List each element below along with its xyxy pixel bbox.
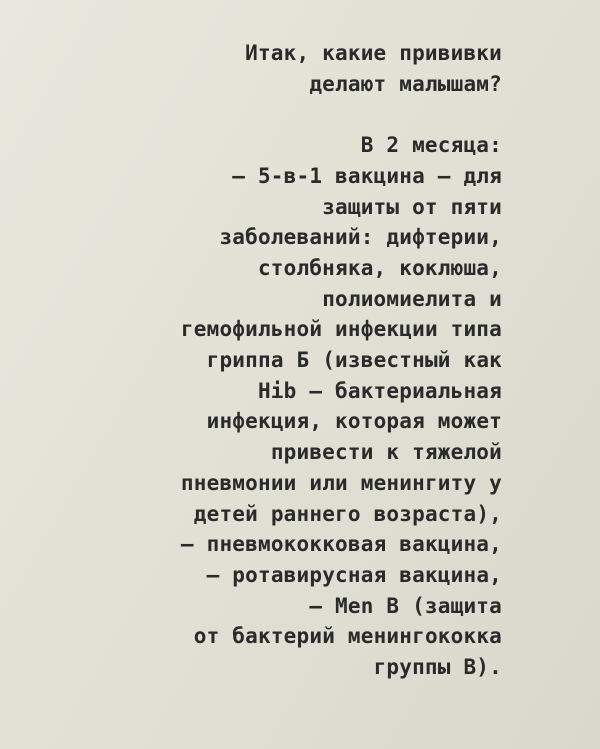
body-line-11: привести к тяжелой: [270, 440, 502, 465]
body-line-12: пневмонии или менингиту у: [180, 470, 502, 495]
body-line-4: заболеваний: дифтерии,: [219, 225, 502, 250]
body-line-6: полиомиелита и: [322, 286, 502, 311]
body-line-2: – 5-в-1 вакцина – для: [232, 163, 502, 188]
body-line-17: от бактерий менингококка: [193, 624, 502, 649]
intro-line-1: Итак, какие прививки: [245, 41, 502, 65]
intro-line-2: делают малышам?: [309, 71, 502, 96]
body-line-9: Hib – бактериальная: [257, 378, 502, 403]
body-line-16: – Men B (защита: [309, 593, 502, 618]
body-line-7: гемофильной инфекции типа: [180, 317, 502, 342]
body-line-15: – ротавирусная вакцина,: [206, 562, 502, 587]
body-line-13: детей раннего возраста),: [193, 501, 502, 526]
paragraph-gap: [42, 99, 502, 130]
story-text: [42, 38, 502, 683]
body-line-8: гриппа Б (известный как: [206, 348, 502, 373]
body-line-14: – пневмококковая вакцина,: [180, 532, 502, 557]
body-line-18: группы B).: [373, 655, 502, 680]
body-line-1: В 2 месяца:: [360, 133, 502, 158]
body-line-3: защиты от пяти: [322, 194, 502, 219]
body-line-5: столбняка, коклюша,: [257, 255, 502, 280]
body-line-10: инфекция, которая может: [206, 409, 502, 434]
